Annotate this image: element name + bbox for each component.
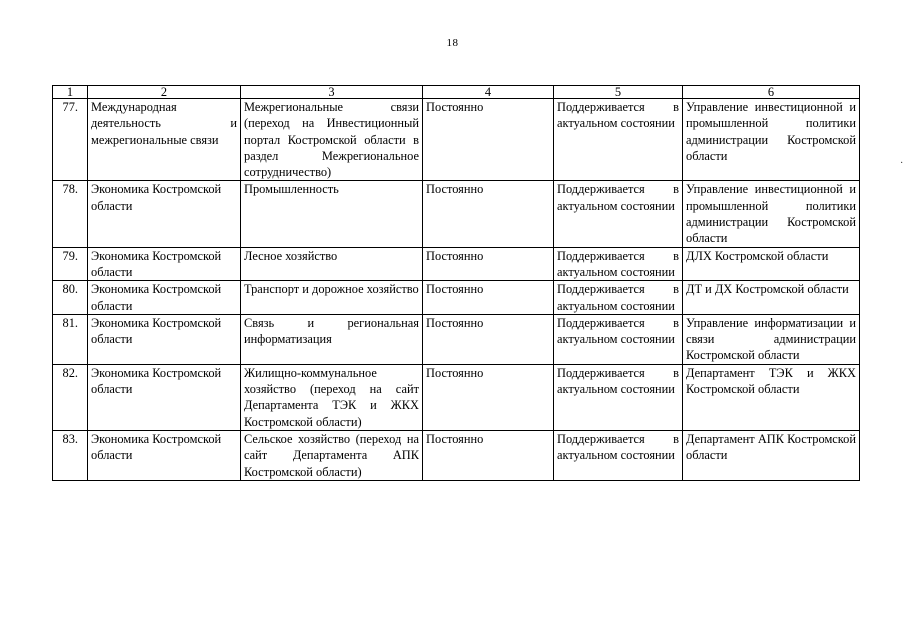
area-cell: Экономика Костромской области xyxy=(88,181,241,247)
responsible-cell: ДТ и ДХ Костромской области xyxy=(683,281,860,315)
table-row xyxy=(53,281,860,315)
table-row xyxy=(53,314,860,364)
area-cell: Экономика Костромской области xyxy=(88,364,241,430)
section-cell: Транспорт и дорожное хозяйство xyxy=(241,281,423,315)
page-number: 18 xyxy=(446,37,459,49)
table-row xyxy=(53,430,860,480)
document-table xyxy=(52,85,860,481)
table-header-row xyxy=(53,86,860,99)
column-header: 2 xyxy=(88,86,241,99)
frequency-cell: Постоянно xyxy=(423,314,554,364)
table-row xyxy=(53,181,860,247)
table-row xyxy=(53,99,860,181)
area-cell: Экономика Костромской области xyxy=(88,247,241,281)
responsible-cell: Управление инвестиционной и промышленной политики администрации Костромской области xyxy=(683,181,860,247)
row-number: 78. xyxy=(53,181,88,247)
row-number: 79. xyxy=(53,247,88,281)
frequency-cell: Постоянно xyxy=(423,364,554,430)
table-row xyxy=(53,247,860,281)
area-cell: Экономика Костромской области xyxy=(88,281,241,315)
column-header: 4 xyxy=(423,86,554,99)
status-cell: Поддерживается в актуальном состоянии xyxy=(554,364,683,430)
column-header: 5 xyxy=(554,86,683,99)
status-cell: Поддерживается в актуальном состоянии xyxy=(554,99,683,181)
table-row xyxy=(53,364,860,430)
frequency-cell: Постоянно xyxy=(423,247,554,281)
area-cell: Международная деятельность и межрегиональные связи xyxy=(88,99,241,181)
area-cell: Экономика Костромской области xyxy=(88,430,241,480)
frequency-cell: Постоянно xyxy=(423,430,554,480)
status-cell: Поддерживается в актуальном состоянии xyxy=(554,314,683,364)
section-cell: Лесное хозяйство xyxy=(241,247,423,281)
row-number: 83. xyxy=(53,430,88,480)
row-number: 77. xyxy=(53,99,88,181)
row-number: 80. xyxy=(53,281,88,315)
section-cell: Жилищно-коммунальное хозяйство (переход на сайт Департамента ТЭК и ЖКХ Костромской области) xyxy=(241,364,423,430)
responsible-cell: Управление инвестиционной и промышленной политики администрации Костромской области xyxy=(683,99,860,181)
responsible-cell: Управление информатизации и связи администрации Костромской области xyxy=(683,314,860,364)
edge-mark: · xyxy=(900,158,904,169)
section-cell: Связь и региональная информатизация xyxy=(241,314,423,364)
area-cell: Экономика Костромской области xyxy=(88,314,241,364)
responsible-cell: Департамент ТЭК и ЖКХ Костромской области xyxy=(683,364,860,430)
column-header: 6 xyxy=(683,86,860,99)
section-cell: Межрегиональные связи (переход на Инвестиционный портал Костромской области в раздел Межрегиональное сотрудничество) xyxy=(241,99,423,181)
row-number: 82. xyxy=(53,364,88,430)
status-cell: Поддерживается в актуальном состоянии xyxy=(554,181,683,247)
status-cell: Поддерживается в актуальном состоянии xyxy=(554,247,683,281)
column-header: 3 xyxy=(241,86,423,99)
frequency-cell: Постоянно xyxy=(423,281,554,315)
status-cell: Поддерживается в актуальном состоянии xyxy=(554,281,683,315)
status-cell: Поддерживается в актуальном состоянии xyxy=(554,430,683,480)
section-cell: Промышленность xyxy=(241,181,423,247)
row-number: 81. xyxy=(53,314,88,364)
responsible-cell: Департамент АПК Костромской области xyxy=(683,430,860,480)
responsible-cell: ДЛХ Костромской области xyxy=(683,247,860,281)
section-cell: Сельское хозяйство (переход на сайт Департамента АПК Костромской области) xyxy=(241,430,423,480)
frequency-cell: Постоянно xyxy=(423,181,554,247)
column-header: 1 xyxy=(53,86,88,99)
frequency-cell: Постоянно xyxy=(423,99,554,181)
